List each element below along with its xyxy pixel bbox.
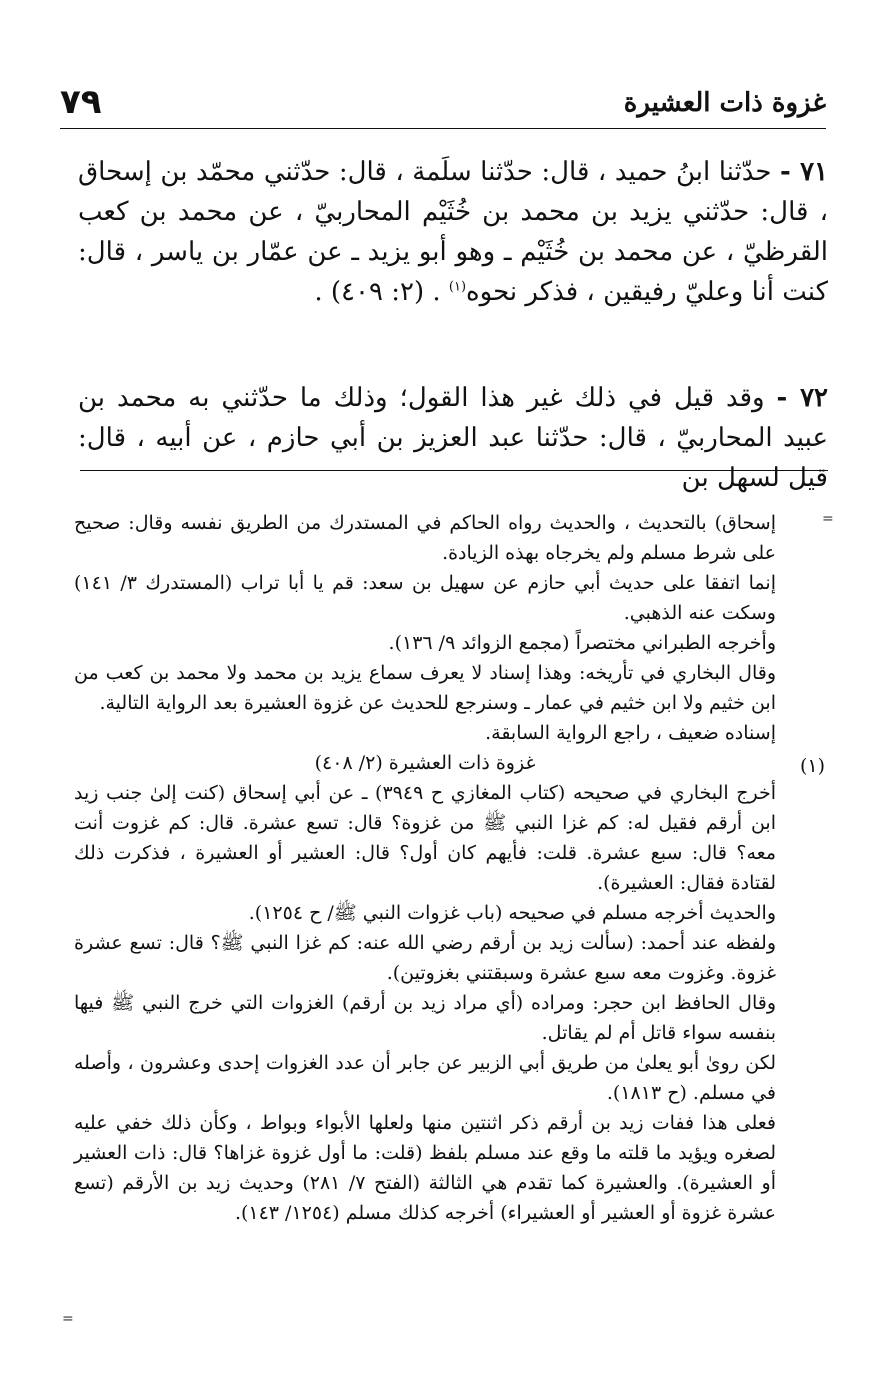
- footnote-line: إسحاق) بالتحديث ، والحديث رواه الحاكم في المستدرك من الطريق نفسه وقال: صحيح على شرط مسلم ولم يخرجاه بهذه الزيادة.: [74, 512, 776, 564]
- page-header: [60, 76, 826, 129]
- footnote-line: وأخرجه الطبراني مختصراً (مجمع الزوائد ٩/ ١٣٦).: [388, 632, 776, 654]
- footnote-subheading: غزوة ذات العشيرة (٢/ ٤٠٨): [314, 752, 536, 774]
- paragraph-number: ٧٢ -: [776, 383, 829, 413]
- running-title: غزوة ذات العشيرة: [623, 88, 826, 118]
- continuation-mark-bottom: =: [62, 1311, 74, 1327]
- page-number: ٧٩: [60, 82, 102, 122]
- paragraph-number: ٧١ -: [779, 157, 829, 187]
- paragraph-72: [78, 378, 828, 498]
- footnote-line: ولفظه عند أحمد: (سألت زيد بن أرقم رضي الله عنه: كم غزا النبي ﷺ؟ قال: تسع عشرة غزوة. وغزوت معه سبع عشرة وسبقتني بغزوتين).: [74, 932, 776, 984]
- footnote-line: إنما اتفقا على حديث أبي حازم عن سهيل بن سعد: قم يا أبا تراب (المستدرك ٣/ ١٤١) وسكت عنه الذهبي.: [74, 572, 776, 624]
- paragraph-text-end: . (٢: ٤٠٩) .: [314, 277, 449, 307]
- footnote-line: أخرج البخاري في صحيحه (كتاب المغازي ح ٣٩٤٩) ـ عن أبي إسحاق (كنت إلىٰ جنب زيد ابن أرقم فقيل له: كم غزا النبي ﷺ من غزوة؟ قال: تسع عشرة. قال: كم غزوت أنت معه؟ قال: سبع عشرة. قلت: فأيهم كان أول؟ قال: العشير أو العشيرة ، فذكرت ذلك لقتادة فقال: العشيرة).: [74, 782, 776, 894]
- continuation-mark: =: [822, 511, 834, 527]
- footnote-marker: (١): [799, 755, 825, 777]
- footnote-separator: [80, 470, 828, 471]
- footnote-line: والحديث أخرجه مسلم في صحيحه (باب غزوات النبي ﷺ/ ح ١٢٥٤).: [248, 902, 776, 924]
- footnote-line: فعلى هذا ففات زيد بن أرقم ذكر اثنتين منها ولعلها الأبواء وبواط ، وكأن ذلك خفي عليه لصغره ويؤيد ما قلته ما وقع عند مسلم بلفظ (قلت: ما أول غزوة غزاها؟ قال: ذات العشير أو العشيرة). والعشيرة كما تقدم هي الثالثة (الفتح ٧/ ٢٨١) وحديث زيد بن الأرقم (تسع عشرة غزوة أو العشير أو العشيراء) أخرجه كذلك مسلم (١٢٥٤/ ١٤٣).: [74, 1112, 776, 1224]
- footnote-line: إسناده ضعيف ، راجع الرواية السابقة.: [485, 722, 776, 744]
- paragraph-text: وقد قيل في ذلك غير هذا القول؛ وذلك ما حدّثني به محمد بن عبيد المحاربيّ ، قال: حدّثنا عبد العزيز بن أبي حازم ، عن أبيه ، قال: قيل لسهل بن: [78, 383, 828, 493]
- paragraph-71: [78, 152, 828, 312]
- footnotes: [74, 508, 776, 1228]
- footnote-reference: (١): [448, 279, 467, 295]
- footnote-line: وقال البخاري في تأريخه: وهذا إسناد لا يعرف سماع يزيد بن محمد ولا محمد بن كعب من ابن خثيم ولا ابن خثيم في عمار ـ وسنرجع للحديث عن غزوة العشيرة بعد الرواية التالية.: [74, 662, 776, 714]
- paragraph-text: حدّثنا ابنُ حميد ، قال: حدّثنا سلَمة ، قال: حدّثني محمّد بن إسحاق ، قال: حدّثني يزيد بن محمد بن خُثَيْم المحاربيّ ، عن محمد بن كعب القرظيّ ، عن محمد بن خُثَيْم ـ وهو أبو يزيد ـ عن عمّار بن ياسر ، قال: كنت أنا وعليّ رفيقين ، فذكر نحوه: [78, 157, 828, 307]
- footnote-line: لكن روىٰ أبو يعلىٰ من طريق أبي الزبير عن جابر أن عدد الغزوات إحدى وعشرون ، وأصله في مسلم. (ح ١٨١٣).: [74, 1052, 776, 1104]
- footnote-line: وقال الحافظ ابن حجر: ومراده (أي مراد زيد بن أرقم) الغزوات التي خرج النبي ﷺ فيها بنفسه سواء قاتل أم لم يقاتل.: [74, 992, 776, 1044]
